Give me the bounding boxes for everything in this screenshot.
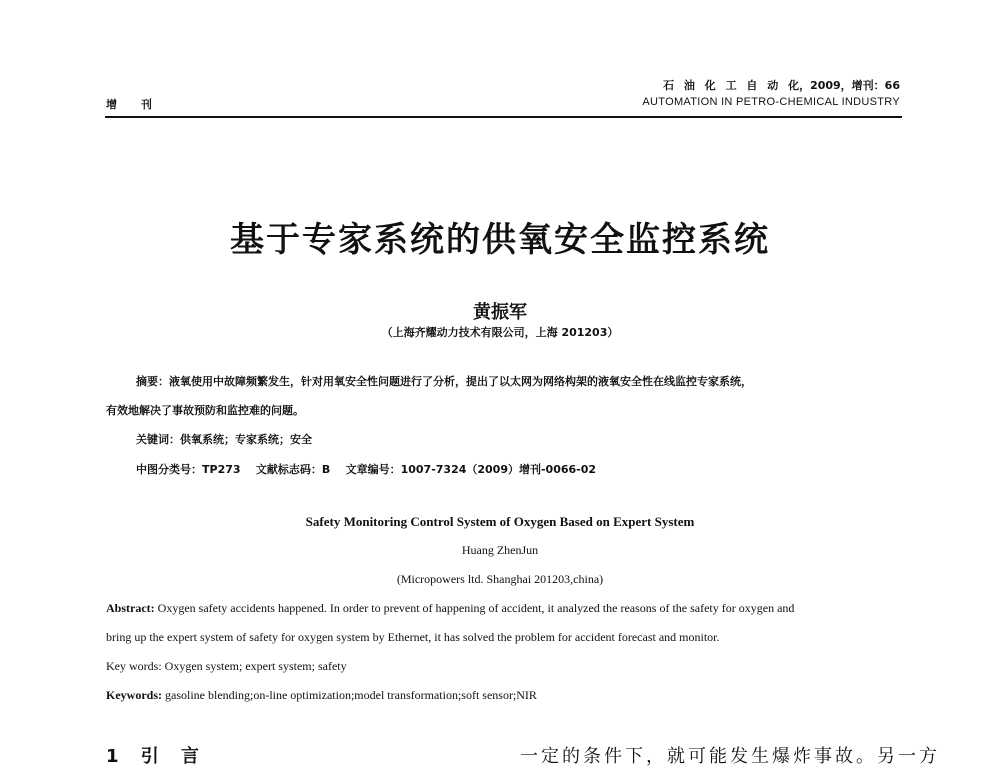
abstract-cn-line-1 (136, 373, 752, 389)
doc-code-value: B (321, 463, 331, 476)
clc-value: TP273 (202, 463, 241, 476)
classification-line (136, 461, 596, 477)
header-rule (105, 116, 902, 118)
english-title: Safety Monitoring Control System of Oxygen Based on Expert System (305, 514, 695, 529)
body-text-fragment: 一定的条件下，就可能发生爆炸事故。另一方 (520, 746, 940, 767)
keywords-cn-label: 关键词： (136, 433, 180, 446)
english-author: Huang ZhenJun (461, 543, 539, 557)
english-abstract-text-2: bring up the expert system of safety for oxygen system by Ethernet, it has solved the problem for accident forecast and monitor. (106, 630, 720, 644)
english-keywords-1: Key words: Oxygen system; expert system; safety (106, 659, 347, 673)
abstract-cn-label: 摘要： (136, 375, 169, 388)
article-number-label: 文章编号： (345, 463, 401, 476)
keywords-cn-text: 供氧系统；专家系统；安全 (180, 433, 312, 446)
paper-affiliation: （上海齐耀动力技术有限公司，上海 201203） (381, 326, 619, 339)
abstract-cn-text-1: 液氧使用中故障频繁发生，针对用氧安全性问题进行了分析，提出了以太网为网络构架的液氧安全性在线监控专家系统， (169, 375, 752, 388)
paper-title: 基于专家系统的供氧安全监控系统 (230, 220, 770, 260)
english-keywords-2 (106, 688, 537, 703)
english-affiliation: (Micropowers ltd. Shanghai 201203,china) (396, 572, 604, 586)
paper-author: 黄振军 (473, 302, 527, 323)
article-number-value: 1007-7324（2009）增刊-0066-02 (400, 463, 597, 476)
english-abstract-label: Abstract: (106, 601, 155, 615)
clc-label: 中图分类号： (136, 463, 202, 476)
doc-code-label: 文献标志码： (255, 463, 322, 476)
english-abstract-line-1 (106, 601, 794, 616)
english-abstract-text-1: Oxygen safety accidents happened. In order to prevent of happening of accident, it analyzed the reasons of the safety for oxygen and (157, 601, 795, 615)
keywords-cn (136, 431, 312, 447)
english-keywords-2-text: gasoline blending;on-line optimization;model transformation;soft sensor;NIR (165, 688, 537, 702)
header-supplement-label: 增 刊 (106, 98, 162, 111)
english-keywords-2-label: Keywords: (106, 688, 162, 702)
header-journal-en: AUTOMATION IN PETRO-CHEMICAL INDUSTRY (642, 96, 900, 108)
abstract-cn-text-2: 有效地解决了事故预防和监控难的问题。 (106, 404, 304, 417)
section-heading: 1 引 言 (106, 746, 208, 767)
header-journal-cn: 石 油 化 工 自 动 化，2009，增刊：66 (663, 79, 900, 92)
